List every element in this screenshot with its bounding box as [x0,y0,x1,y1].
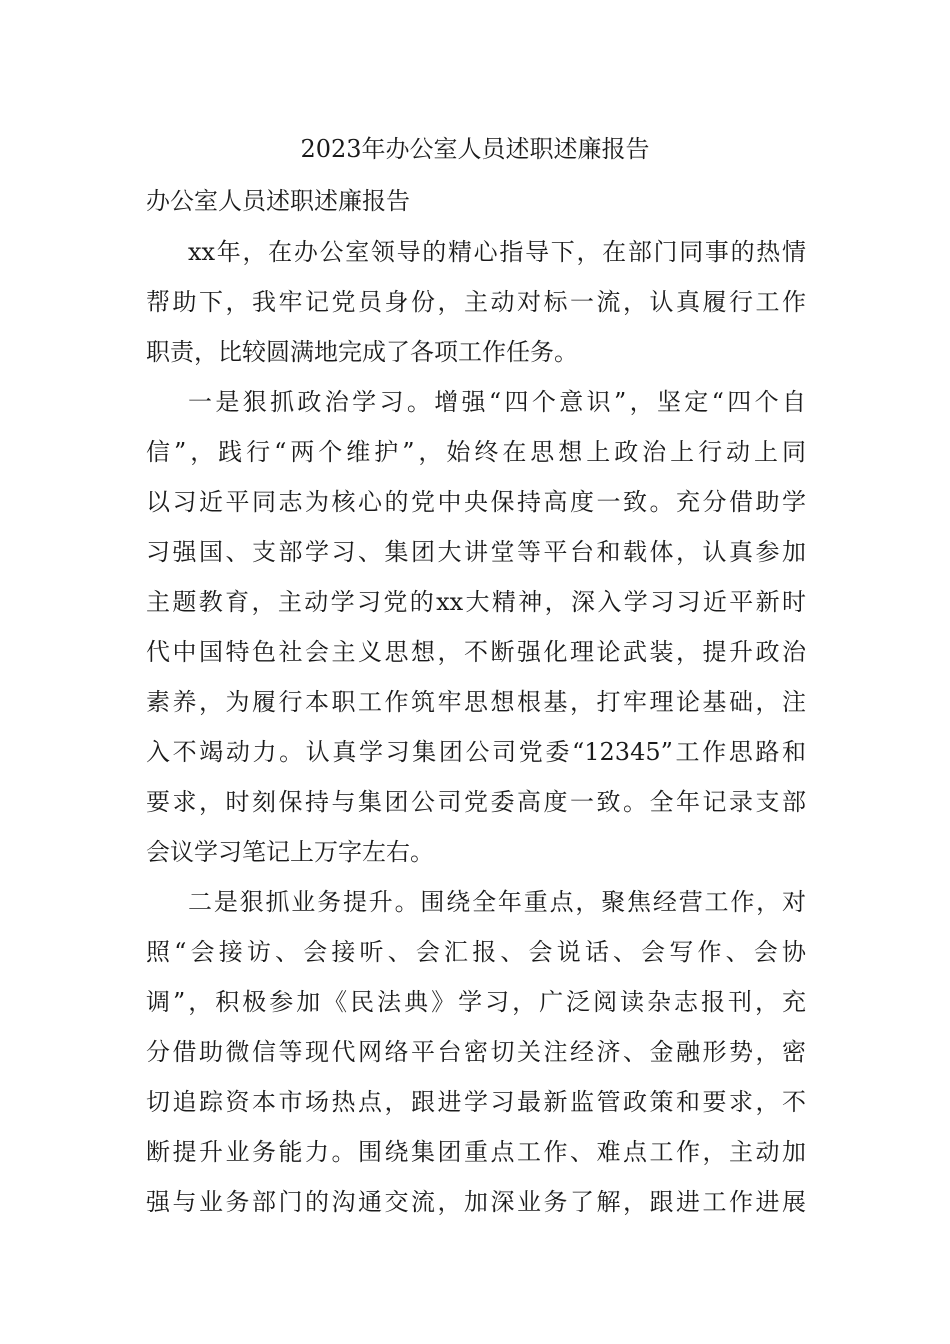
paragraph-line: 习强国、支部学习、集团大讲堂等平台和载体，认真参加 [146,538,806,566]
paragraph-line: 素养，为履行本职工作筑牢思想根基，打牢理论基础，注 [146,688,806,716]
paragraph-line: 入不竭动力。认真学习集团公司党委“12345”工作思路和 [146,738,806,766]
paragraph-line: 信”，践行“两个维护”，始终在思想上政治上行动上同 [146,438,806,466]
paragraph-line: 主题教育，主动学习党的xx大精神，深入学习习近平新时 [146,588,806,616]
document-subtitle: 办公室人员述职述廉报告 [146,187,410,215]
paragraph-line: 分借助微信等现代网络平台密切关注经济、金融形势，密 [146,1038,806,1066]
paragraph-line: 一是狠抓政治学习。增强“四个意识”，坚定“四个自 [188,388,806,416]
paragraph-line: 帮助下，我牢记党员身份，主动对标一流，认真履行工作 [146,288,806,316]
paragraph-line: 断提升业务能力。围绕集团重点工作、难点工作，主动加 [146,1138,806,1166]
paragraph-line: 二是狠抓业务提升。围绕全年重点，聚焦经营工作，对 [188,888,806,916]
document-title: 2023年办公室人员述职述廉报告 [300,135,650,163]
paragraph-line: 以习近平同志为核心的党中央保持高度一致。充分借助学 [146,488,806,516]
paragraph-line: xx年，在办公室领导的精心指导下，在部门同事的热情 [188,238,806,266]
paragraph-line: 切追踪资本市场热点，跟进学习最新监管政策和要求，不 [146,1088,806,1116]
paragraph-line: 要求，时刻保持与集团公司党委高度一致。全年记录支部 [146,788,806,816]
paragraph-line: 职责，比较圆满地完成了各项工作任务。 [146,338,578,366]
paragraph-line: 会议学习笔记上万字左右。 [146,838,434,866]
paragraph-line: 代中国特色社会主义思想，不断强化理论武装，提升政治 [146,638,806,666]
paragraph-line: 照“会接访、会接听、会汇报、会说话、会写作、会协 [146,938,806,966]
paragraph-line: 强与业务部门的沟通交流，加深业务了解，跟进工作进展 [146,1188,806,1216]
paragraph-line: 调”，积极参加《民法典》学习，广泛阅读杂志报刊，充 [146,988,806,1016]
